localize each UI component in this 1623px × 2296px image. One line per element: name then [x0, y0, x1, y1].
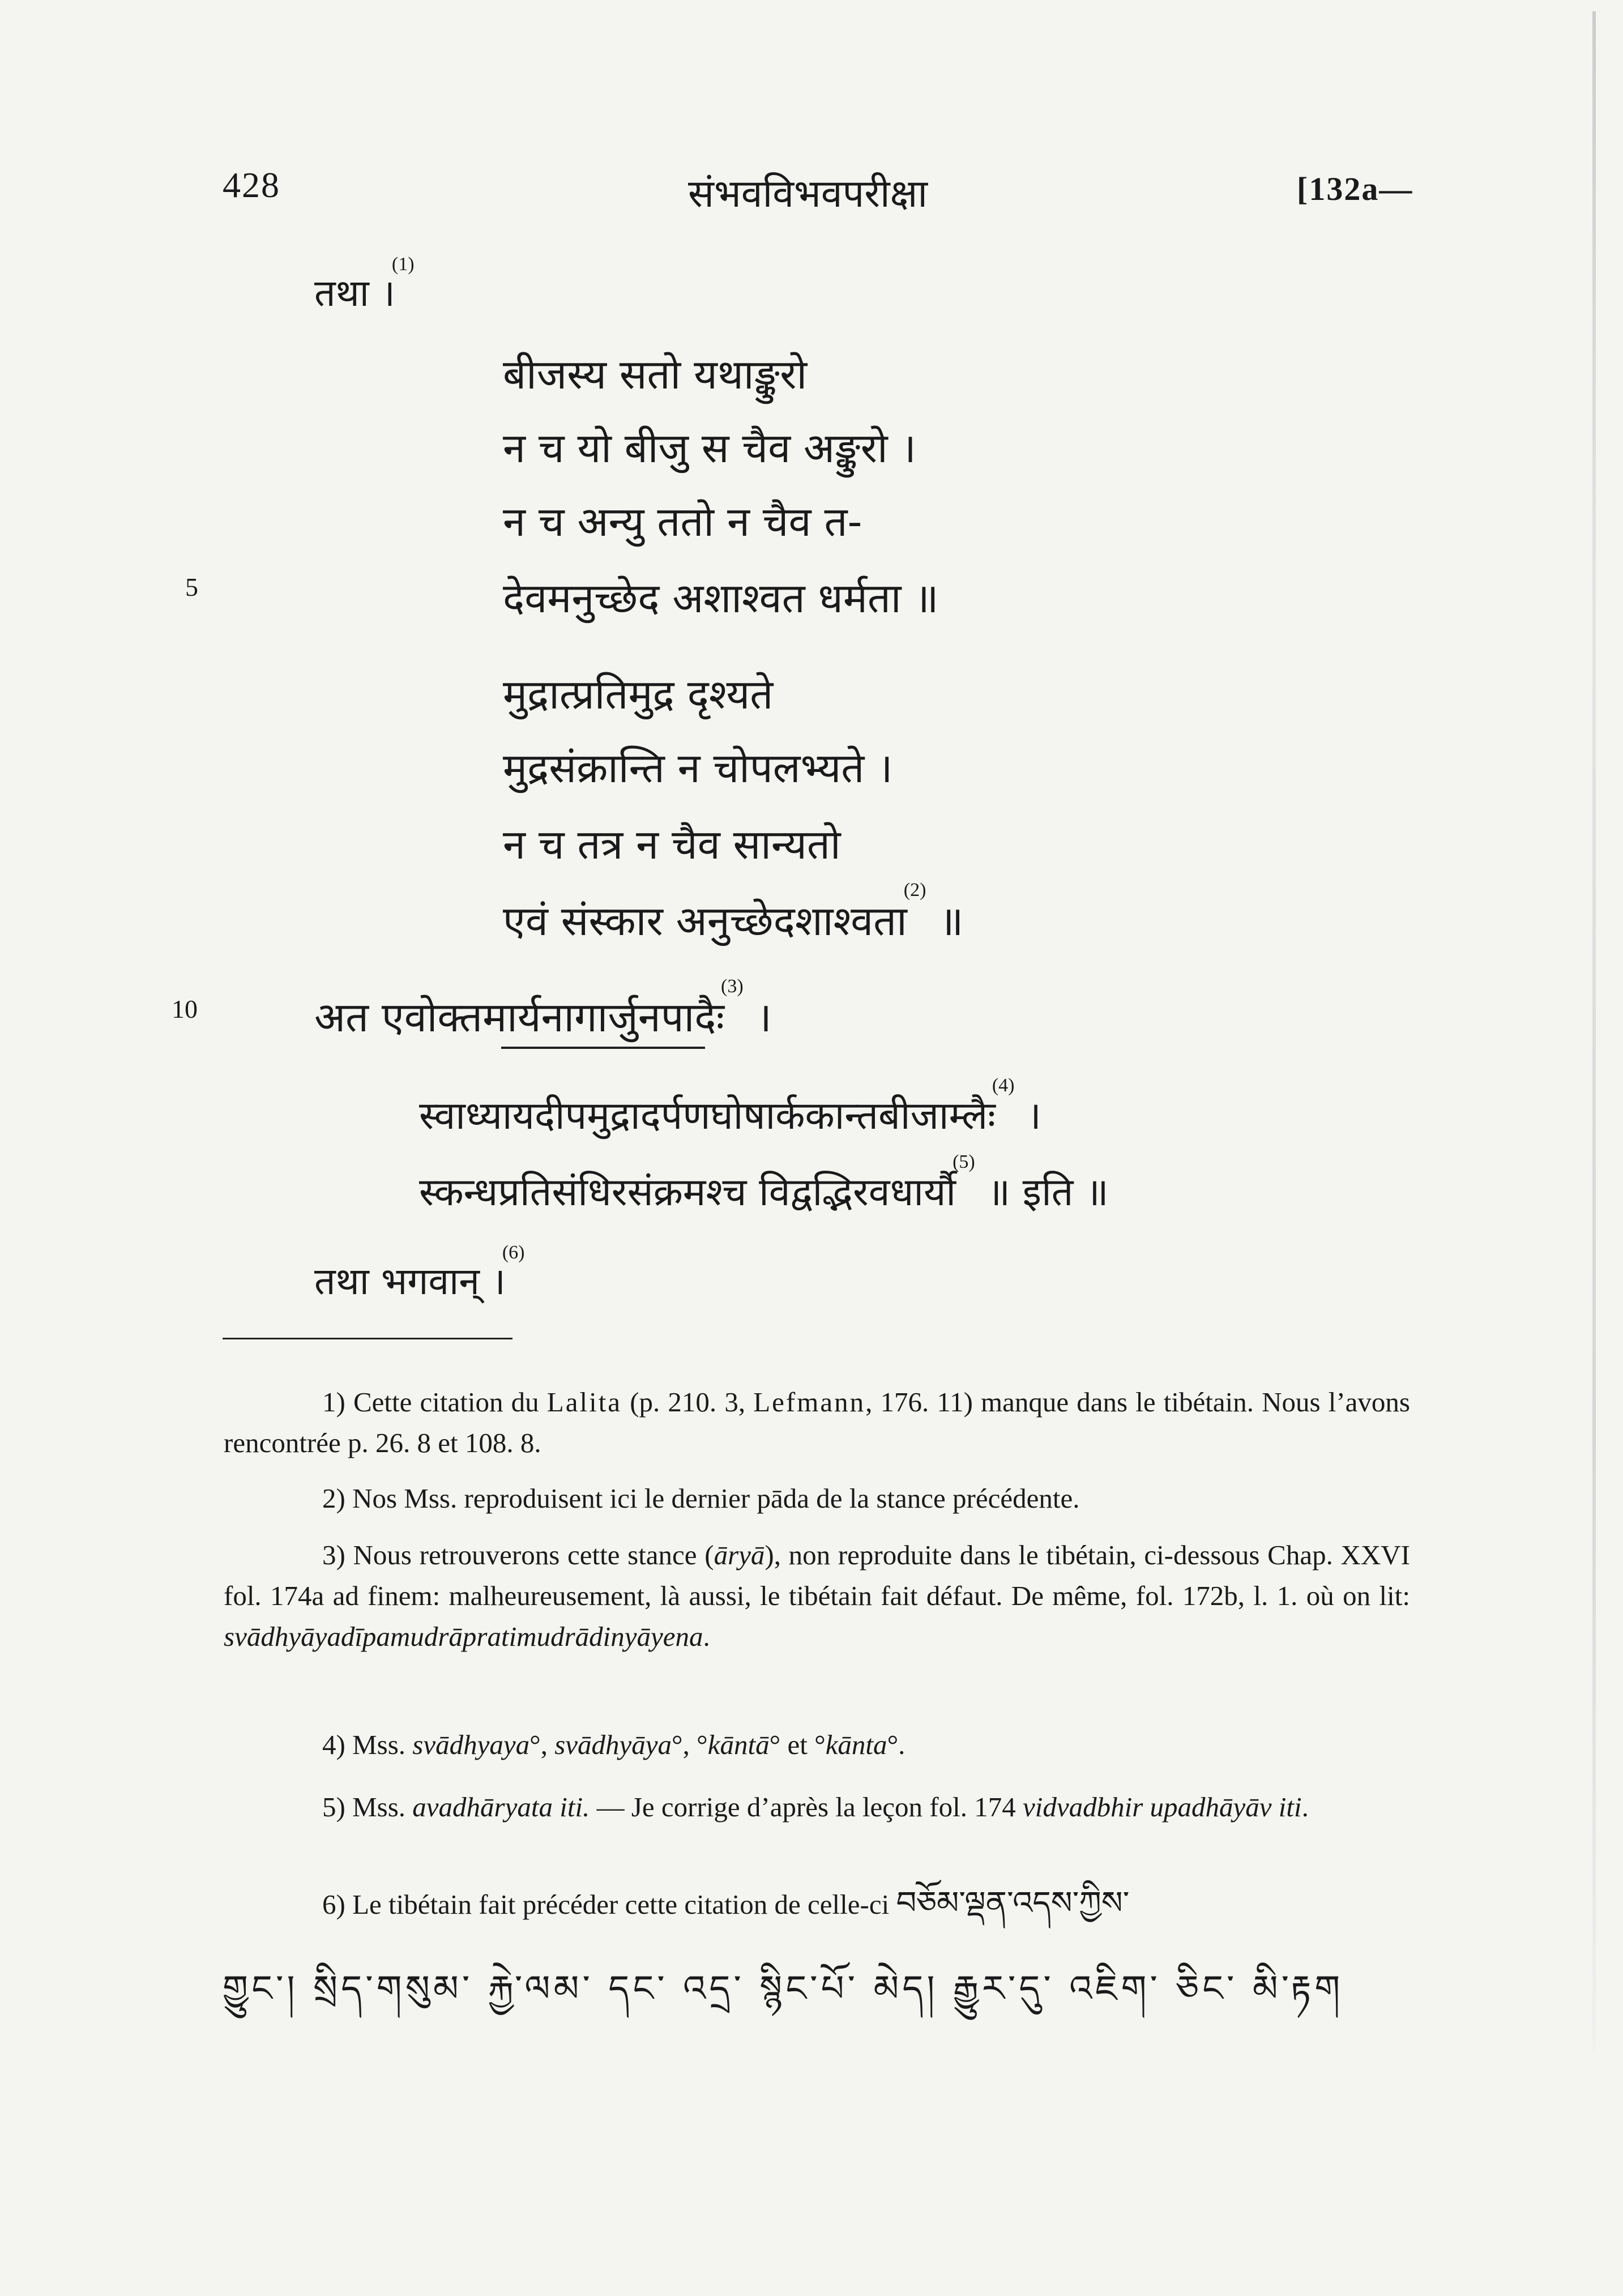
arya-line-2-end: ॥ इति ॥ [975, 1170, 1109, 1215]
fn4-var-2: svādhyāya [554, 1729, 672, 1760]
quote-line-end: । [756, 993, 772, 1041]
fn5-end: . [1301, 1791, 1309, 1823]
footnote-ref-1: (1) [391, 254, 415, 275]
fn3-part-b: ), non reproduite dans le tibétain, ci-dessous Chap. XXVI fol. 174a ad finem: malheureusement, là aussi, le tibétain fait défaut. De même, fol. 172b, l. 1. où on lit: [224, 1539, 1410, 1611]
footnote-6 [224, 1883, 1410, 1925]
bhagavan-text: तथा भगवान् । [314, 1260, 506, 1303]
fn3-part-a: 3) Nous retrouverons cette stance ( [322, 1539, 714, 1571]
fn4-end: °. [887, 1729, 906, 1760]
tatha-text: तथा । [314, 271, 395, 315]
fn4-sep-3: ° et ° [769, 1729, 826, 1760]
fn6-tibetan: བཅོམ་ལྡན་འདས་ཀྱིས་ [896, 1885, 1130, 1922]
page-number: 428 [223, 165, 280, 205]
arya-line-2-text: स्कन्धप्रतिसंधिरसंक्रमश्च विद्वद्भिरवधार्यौ [419, 1170, 956, 1215]
arya-line-2 [419, 1151, 1109, 1217]
fn6-text: 6) Le tibétain fait précéder cette citation de celle-ci [322, 1889, 896, 1920]
scan-edge-shadow [1592, 11, 1596, 2050]
fn3-arya: āryā [714, 1539, 765, 1571]
footnote-ref-5: (5) [953, 1151, 975, 1172]
fn4-part-a: 4) Mss. [322, 1729, 413, 1760]
fn4-sep-1: °, [529, 1729, 555, 1760]
tibetan-quote-line: གྱུང་། སྲིད་གསུམ་ རྐྱེ་ལམ་ དང་ འདྲ་ སྙིང་པོ་ མེད། རྒྱུར་དུ་ འཇིག་ ཅིང་ མི་རྟག [223, 1968, 1344, 2010]
fn5-part-a: 5) Mss. [322, 1791, 413, 1823]
fn1-lefmann: Lefmann [753, 1386, 866, 1418]
quote-line [314, 976, 772, 1044]
verse2-line-2: मुद्रसंक्रान्ति न चोपलभ्यते । [503, 744, 893, 792]
verse1-line-1: बीजस्य सतो यथाङ्कुरो [503, 351, 808, 398]
fn1-part-b: (p. 210. 3, [622, 1386, 754, 1418]
verse1-line-3: न च अन्यु ततो न चैव त- [503, 498, 862, 545]
fn1-part-c: , 176. 11) manque dans le tibétain. Nous l’avons rencontrée p. 26. 8 et 108. 8. [224, 1386, 1410, 1458]
verse1-line-4: देवमनुच्छेद अशाश्वत धर्मता ॥ [503, 574, 939, 622]
bhagavan-line [314, 1242, 525, 1305]
footnote-4 [224, 1725, 1410, 1765]
tatha-line [314, 254, 415, 317]
footnote-1 [224, 1382, 1410, 1463]
fn4-var-3: kāntā [707, 1729, 770, 1760]
line-number-10: 10 [172, 995, 198, 1023]
verse2-line-4 [503, 880, 964, 948]
fn3-quote: svādhyāyadīpamudrāpratimudrādinyāyena [224, 1621, 703, 1652]
section-ref: [132a— [1297, 170, 1413, 207]
fn1-lalita: Lalita [546, 1386, 622, 1418]
verse2-line-1: मुद्रात्प्रतिमुद्र दृश्यते [503, 671, 774, 718]
arya-line-1-text: स्वाध्यायदीपमुद्रादर्पणघोषार्ककान्तबीजाम्लैः [419, 1094, 996, 1138]
footnote-separator [223, 1338, 512, 1339]
footnote-ref-2: (2) [903, 880, 926, 901]
quote-line-text: अत एवोक्तमार्यनागार्जुनपादैः [314, 993, 725, 1041]
fn5-part-b: — Je corrige d’après la leçon fol. 174 [590, 1791, 1023, 1823]
footnote-2: 2) Nos Mss. reproduisent ici le dernier pāda de la stance précédente. [322, 1483, 1080, 1514]
line-number-5: 5 [185, 573, 198, 601]
footnote-5 [224, 1787, 1410, 1828]
quote-underline [501, 1047, 705, 1049]
footnote-ref-6: (6) [502, 1242, 525, 1263]
arya-line-1 [419, 1075, 1041, 1140]
arya-line-1-end: । [1014, 1094, 1041, 1138]
fn4-var-1: svādhyaya [412, 1729, 530, 1760]
verse2-line-3: न च तत्र न चैव सान्यतो [503, 821, 841, 868]
fn1-part-a: 1) Cette citation du [322, 1386, 547, 1418]
running-title: संभवविभवपरीक्षा [688, 172, 928, 216]
verse1-line-2: न च यो बीजु स चैव अङ्कुरो । [503, 424, 916, 472]
fn4-sep-2: °, ° [672, 1729, 708, 1760]
fn3-part-c: . [703, 1621, 710, 1652]
fn5-mss: avadhāryata iti. [412, 1791, 590, 1823]
footnote-ref-3: (3) [721, 976, 744, 997]
footnote-3 [224, 1535, 1410, 1657]
verse2-end-mark: ॥ [939, 897, 964, 945]
fn5-reading: vidvadbhir upadhāyāv iti [1022, 1791, 1302, 1823]
footnote-ref-4: (4) [992, 1075, 1015, 1096]
verse2-line-4-text: एवं संस्कार अनुच्छेदशाश्वता [503, 897, 907, 945]
fn4-var-4: kānta [825, 1729, 887, 1760]
